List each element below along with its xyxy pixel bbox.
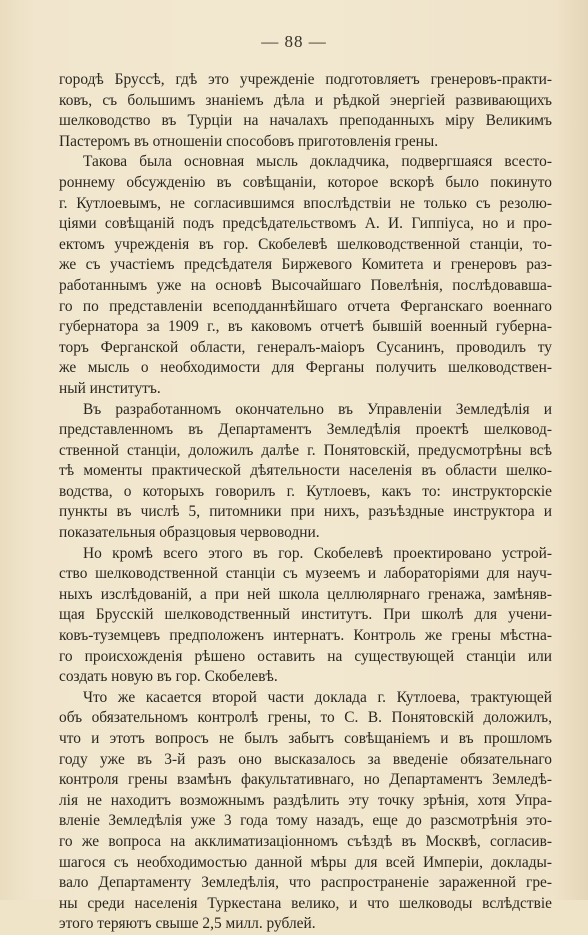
text-line: вленіе Земледѣлія уже 3 года тому назадъ, еще до разсмотрѣнія это- [59, 812, 552, 830]
text-line: что и этотъ вопросъ не былъ забытъ совѣщаніемъ и въ прошломъ [59, 730, 552, 747]
text-line: тѣ моменты практической дѣятельности населенія въ области шелко- [59, 462, 552, 480]
text-line: лія не находитъ возможнымъ раздѣлить эту точку зрѣнія, хотя Упра- [59, 791, 552, 809]
text-line: торъ Ферганской области, генералъ-маіоръ Сусанинъ, проводилъ ту [59, 338, 552, 356]
text-line: Такова была основная мысль докладчика, подвергшаяся всесто- [83, 153, 552, 171]
text-line: ковъ-туземцевъ предположенъ интернатъ. Контроль же грены мѣстна- [59, 627, 552, 645]
text-line: работаннымъ уже на основѣ Высочайшаго Повелѣнія, послѣдовавша- [59, 276, 552, 294]
text-line: же съ участіемъ предсѣдателя Биржевого Комитета и гренеровъ раз- [59, 256, 552, 274]
text-line: городѣ Бруссѣ, гдѣ это учрежденіе подготовляетъ гренеровъ-практи- [59, 71, 552, 88]
text-line: ковъ, съ большимъ знаніемъ дѣла и рѣдкой энергіей развивающихъ [59, 91, 552, 109]
text-line: губернатора за 1909 г., въ каковомъ отчетѣ бывшій военный губерна- [59, 318, 552, 336]
text-line: роннему обсужденію въ совѣщаніи, которое вскорѣ было покинуто [59, 173, 552, 191]
text-line: го по представленіи всеподданнѣйшаго отчета Ферганскаго военнаго [59, 297, 552, 315]
text-line: ціями совѣщаній подъ предсѣдательствомъ А. И. Гиппіуса, но и про- [59, 215, 552, 233]
text-line: ны среди населенія Туркестана велико, и что шелководы вслѣдствіе [59, 894, 552, 912]
text-line: Пастеромъ въ отношеніи способовъ приготовленія грены. [59, 132, 439, 150]
text-line: объ обязательномъ контролѣ грены, то С. В. Понятовскій доложилъ, [59, 709, 552, 727]
text-line: ектомъ учрежденія въ гор. Скобелевѣ шелководственной станціи, то- [59, 235, 552, 253]
text-line: пункты въ числѣ 5, питомники при нихъ, разъѣздные инструктора и [59, 503, 552, 521]
text-line: году уже въ 3-й разъ оно высказалось за введеніе обязательнаго [59, 750, 552, 768]
text-line: го же вопроса на акклиматизаціонномъ съѣздѣ въ Москвѣ, согласив- [59, 832, 552, 850]
text-line: показательныя образцовыя червоводни. [59, 524, 320, 542]
text-line: этого теряютъ свыше 2,5 милл. рублей. [59, 915, 316, 933]
text-line: го происхожденія рѣшено оставить на существующей станціи или [59, 647, 552, 665]
text-line: вало Департаменту Земледѣлія, что распространеніе зараженной гре- [59, 874, 552, 892]
text-line: Что же касается второй части доклада г. Кутлоева, трактующей [83, 688, 552, 706]
text-line: щая Брусскій шелководственный институтъ. При школѣ для учени- [59, 606, 552, 624]
text-line: ныхъ изслѣдованій, а при ней школа целлюлярнаго гренажа, замѣняв- [59, 585, 552, 603]
text-line: Но кромѣ всего этого въ гор. Скобелевѣ проектировано устрой- [83, 544, 552, 562]
text-line: водства, о которыхъ говорилъ г. Кутлоевъ, какъ то: инструкторскіе [59, 482, 552, 500]
text-line: представленномъ въ Департаментъ Земледѣлія проектѣ шелковод- [59, 421, 552, 439]
text-line: ство шелководственной станціи съ музеемъ и лабораторіями для науч- [59, 565, 552, 583]
text-line: г. Кутлоевымъ, не согласившимся впослѣдствіи не только съ резолю- [59, 194, 552, 212]
text-line: Въ разработанномъ окончательно въ Управленіи Земледѣлія и [83, 400, 552, 418]
text-line: ственной станціи, доложилъ далѣе г. Понятовскій, предусмотрѣны всѣ [59, 441, 552, 459]
body-text [59, 70, 552, 935]
text-line: же мысль о необходимости для Ферганы получить шелководствен- [59, 359, 552, 377]
text-line: ный институтъ. [59, 379, 161, 397]
text-line: шелководство въ Турціи на началахъ преподанныхъ міру Великимъ [59, 112, 552, 130]
text-line: шагося съ необходимостью данной мѣры для всей Имперіи, доклады- [59, 853, 552, 871]
text-line: контроля грены взамѣнъ факультативнаго, но Департаментъ Земледѣ- [59, 771, 552, 789]
text-line: создать новую въ гор. Скобелевѣ. [59, 668, 278, 686]
page-number: — 88 — [261, 32, 327, 51]
